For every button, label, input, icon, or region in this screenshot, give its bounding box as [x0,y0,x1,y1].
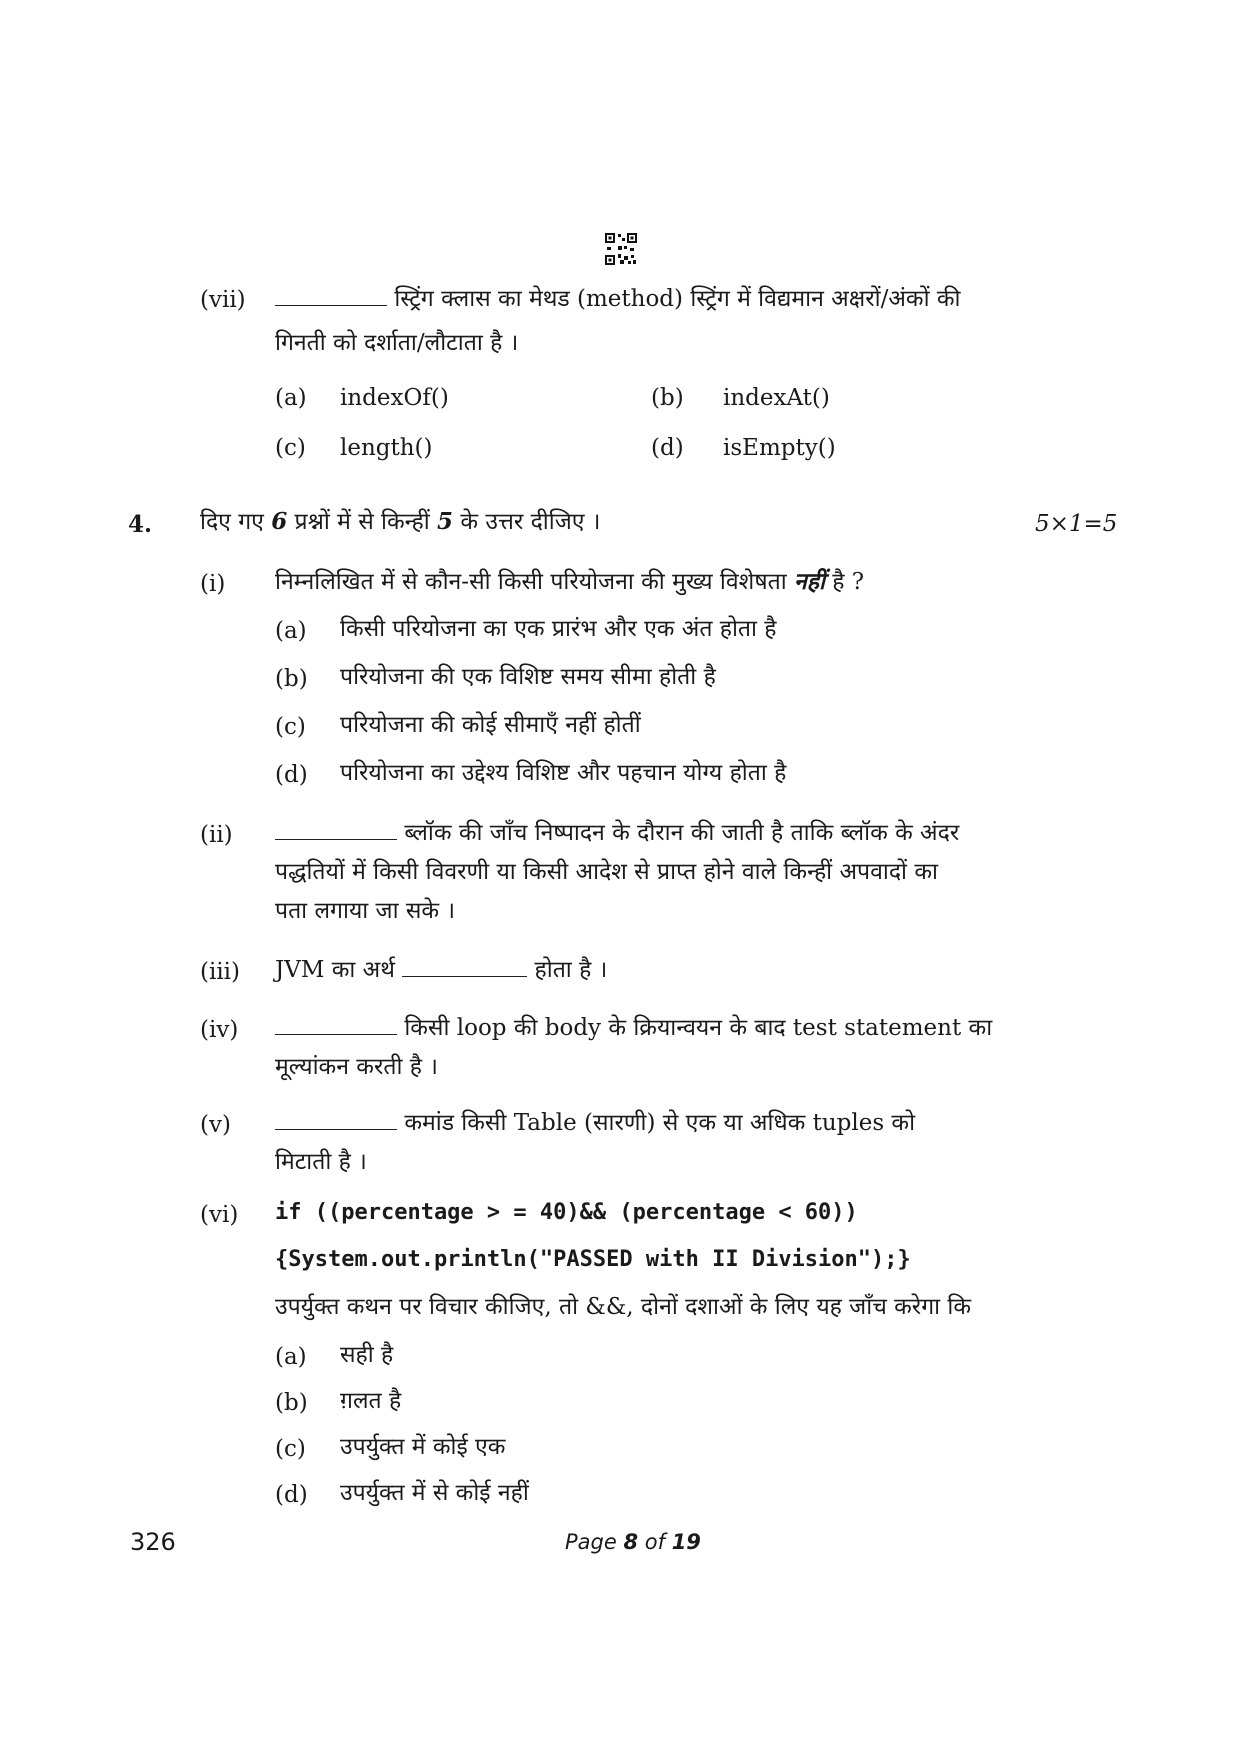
option-label: (b) [275,666,308,692]
option-label: (a) [275,618,307,644]
question-text-line: पद्धतियों में किसी विवरणी या किसी आदेश से प्राप्त होने वाले किन्हीं अपवादों का [275,859,938,885]
question-text: ब्लॉक की जाँच निष्पादन के दौरान की जाती है ताकि ब्लॉक के अंदर [275,814,1055,852]
answer-blank [275,1012,397,1035]
option-text: उपर्युक्त में से कोई नहीं [340,1480,529,1506]
question-number: (vii) [200,287,246,313]
option-label: (d) [275,1482,308,1508]
question-text-line: स्ट्रिंग क्लास का मेथड (method) स्ट्रिंग में विद्यमान अक्षरों/अंकों की [394,286,961,312]
question-text: कमांड किसी Table (सारणी) से एक या अधिक tuples को [275,1104,1055,1142]
answer-blank [402,954,527,977]
option-label: (c) [275,714,306,740]
option-label: (d) [651,435,684,461]
option-text: परियोजना की एक विशिष्ट समय सीमा होती है [340,664,716,690]
question-text: निम्नलिखित में से कौन-सी किसी परियोजना की मुख्य विशेषता नहीं है ? [275,568,865,595]
question-text: किसी loop की body के क्रियान्वयन के बाद test statement का [275,1009,1055,1047]
option-label: (d) [275,762,308,788]
question-text-line: गिनती को दर्शाता/लौटाता है । [275,330,519,356]
option-label: (b) [275,1390,308,1416]
qr-code-icon [604,232,638,266]
paper-code: 326 [130,1528,176,1556]
option-label: (c) [275,435,306,461]
question-text: उपर्युक्त कथन पर विचार कीजिए, तो &&, दोनों दशाओं के लिए यह जाँच करेगा कि [275,1294,972,1320]
option-label: (c) [275,1436,306,1462]
question-number: (i) [200,571,226,597]
option-text: परियोजना का उद्देश्य विशिष्ट और पहचान योग्य होता है [340,760,787,786]
marks-allotted: 5×1=5 [1035,511,1118,537]
question-number: 4. [128,511,153,538]
option-text: सही है [340,1342,394,1368]
option-text: किसी परियोजना का एक प्रारंभ और एक अंत होता है [340,616,777,642]
question-number: (iv) [200,1017,239,1043]
page-number: Page 8 of 19 [565,1530,701,1554]
answer-blank [275,817,397,840]
option-text: उपर्युक्त में कोई एक [340,1434,506,1460]
question-number: (v) [200,1112,231,1138]
option-text: indexAt() [723,385,830,411]
option-text: indexOf() [340,385,449,411]
question-number: (iii) [200,959,241,985]
question-instruction: दिए गए 6 प्रश्नों में से किन्हीं 5 के उत्तर दीजिए । [200,508,601,535]
question-text-line: मूल्यांकन करती है । [275,1054,438,1080]
question-text [275,280,1055,318]
option-text: ग़लत है [340,1388,402,1414]
question-text: JVM का अर्थ होता है । [275,951,607,989]
answer-blank [275,283,387,306]
option-text: परियोजना की कोई सीमाएँ नहीं होतीं [340,712,641,738]
option-label: (a) [275,1344,307,1370]
answer-blank [275,1107,397,1130]
code-line: {System.out.println("PASSED with II Division");} [275,1247,911,1272]
question-text-line: मिटाती है । [275,1149,367,1175]
option-label: (a) [275,385,307,411]
option-label: (b) [651,385,684,411]
option-text: isEmpty() [723,435,836,461]
question-number: (ii) [200,822,233,848]
question-text-line: पता लगाया जा सके । [275,898,456,924]
question-number: (vi) [200,1202,239,1228]
option-text: length() [340,435,433,461]
code-line: if ((percentage > = 40)&& (percentage < 60)) [275,1200,858,1225]
